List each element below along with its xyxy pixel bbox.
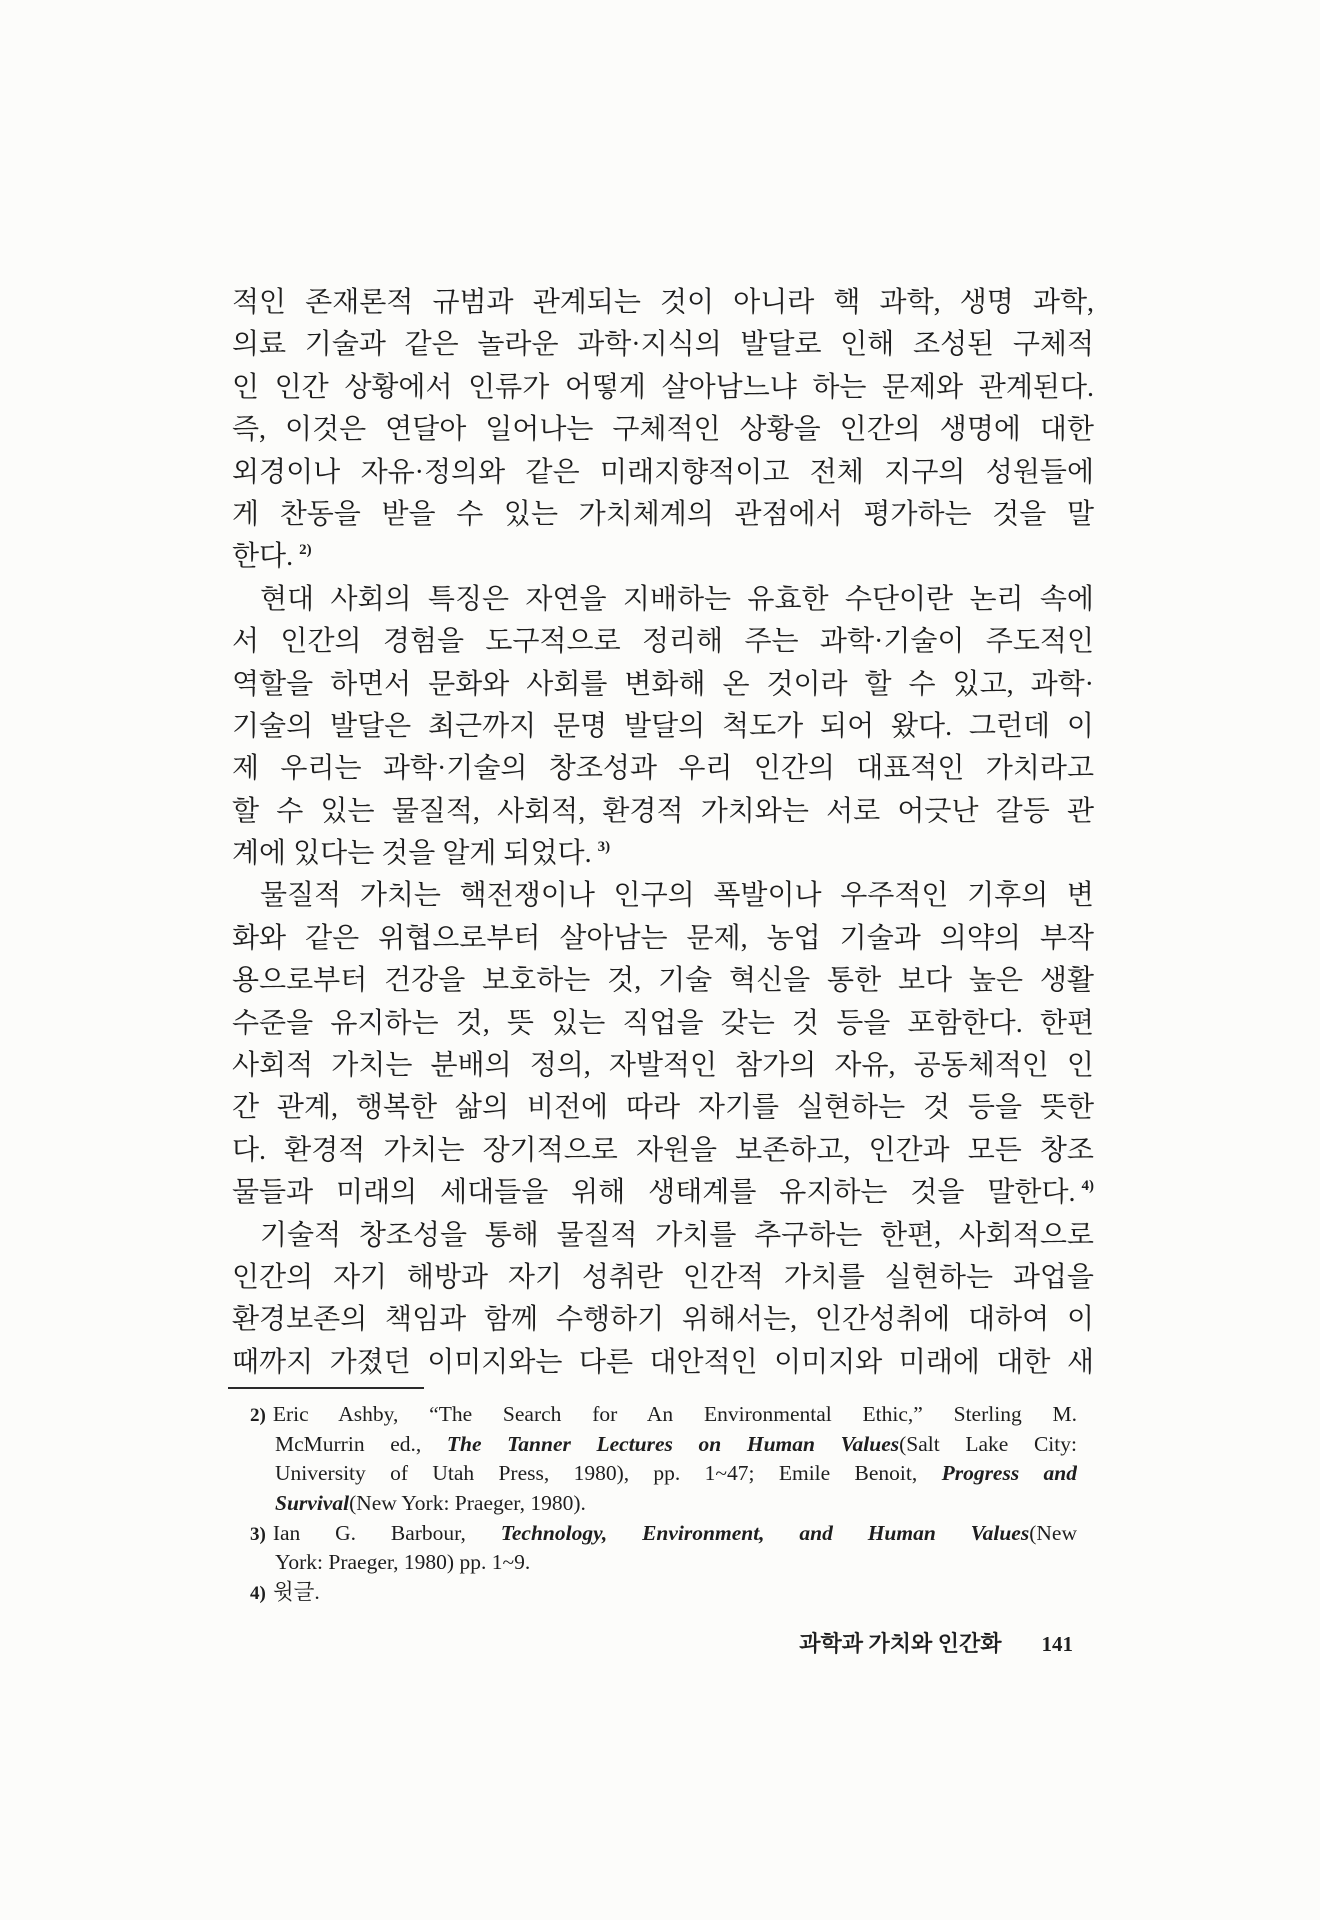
body-line: 인 인간 상황에서 인류가 어떻게 살아남느냐 하는 문제와 관계된다.	[232, 371, 1094, 403]
body-line-text: 물들과 미래의 세대들을 위해 생태계를 유지하는 것을 말한다.	[232, 1177, 1076, 1209]
body-line: 게 찬동을 받을 수 있는 가치체계의 관점에서 평가하는 것을 말	[232, 498, 1094, 530]
paragraph	[232, 875, 1094, 1214]
footnote-3	[250, 1519, 1077, 1578]
footnote-text: (New	[1029, 1520, 1077, 1545]
body-line: 할 수 있는 물질적, 사회적, 환경적 가치와는 서로 어긋난 갈등 관	[232, 795, 1094, 827]
book-title: Technology, Environment, and Human Values	[500, 1520, 1030, 1545]
body-line	[232, 536, 1094, 578]
footnote-2	[250, 1400, 1077, 1519]
footnote-line	[250, 1578, 1077, 1608]
footnotes	[250, 1400, 1077, 1608]
body-line: 사회적 가치는 분배의 정의, 자발적인 참가의 자유, 공동체적인 인	[232, 1050, 1094, 1082]
paragraph	[232, 579, 1094, 876]
body-line: 인간의 자기 해방과 자기 성취란 인간적 가치를 실현하는 과업을	[232, 1261, 1094, 1293]
body-line: 다. 환경적 가치는 장기적으로 자원을 보존하고, 인간과 모든 창조	[232, 1134, 1094, 1166]
body-line: 서 인간의 경험을 도구적으로 정리해 주는 과학·기술이 주도적인	[232, 626, 1094, 658]
footnote-text: York: Praeger, 1980) pp. 1~9.	[275, 1550, 531, 1575]
footnote-line	[275, 1489, 1077, 1519]
body-line: 현대 사회의 특징은 자연을 지배하는 유효한 수단이란 논리 속에	[260, 583, 1094, 615]
footnote-text: Eric Ashby, “The Search for An Environmental Ethic,” Sterling M.	[272, 1402, 1077, 1426]
footnote-marker: 3)	[250, 1523, 266, 1545]
body-line: 화와 같은 위협으로부터 살아남는 문제, 농업 기술과 의약의 부작	[232, 922, 1094, 954]
footnote-divider	[228, 1387, 424, 1389]
body-line	[232, 1172, 1094, 1214]
footnote-line	[275, 1459, 1077, 1489]
footnote-line	[250, 1519, 1077, 1549]
footnote-line	[275, 1430, 1077, 1460]
book-title: The Tanner Lectures on Human Values	[446, 1431, 900, 1456]
body-line: 적인 존재론적 규범과 관계되는 것이 아니라 핵 과학, 생명 과학,	[232, 287, 1094, 318]
footnote-text: 윗글.	[272, 1580, 320, 1605]
footnote-ref: 2)	[299, 542, 312, 559]
body-text	[232, 282, 1094, 1384]
footnote-text: University of Utah Press, 1980), pp. 1~47; Emile Benoit,	[275, 1461, 942, 1486]
footnote-text: Ian G. Barbour,	[272, 1520, 501, 1545]
running-title: 과학과 가치와 인간화	[799, 1631, 1002, 1656]
footnote-ref: 4)	[1081, 1178, 1094, 1195]
body-line: 기술적 창조성을 통해 물질적 가치를 추구하는 한편, 사회적으로	[260, 1219, 1094, 1251]
body-line: 제 우리는 과학·기술의 창조성과 우리 인간의 대표적인 가치라고	[232, 753, 1094, 785]
body-line: 수준을 유지하는 것, 뜻 있는 직업을 갖는 것 등을 포함한다. 한편	[232, 1007, 1094, 1039]
body-line: 외경이나 자유·정의와 같은 미래지향적이고 전체 지구의 성원들에	[232, 456, 1094, 488]
body-line: 역할을 하면서 문화와 사회를 변화해 온 것이라 할 수 있고, 과학·	[232, 668, 1094, 700]
body-line: 기술의 발달은 최근까지 문명 발달의 척도가 되어 왔다. 그런데 이	[232, 710, 1094, 742]
footnote-ref: 3)	[597, 839, 611, 856]
footnote-text: McMurrin ed.,	[275, 1431, 447, 1456]
footnote-text: (Salt Lake City:	[899, 1431, 1077, 1456]
page-number: 141	[1041, 1632, 1073, 1656]
paragraph	[232, 1215, 1094, 1385]
body-line-text: 한다.	[232, 541, 294, 573]
body-line: 즉, 이것은 연달아 일어나는 구체적인 상황을 인간의 생명에 대한	[232, 414, 1094, 446]
paragraph	[232, 282, 1094, 579]
footnote-line	[250, 1400, 1077, 1430]
footnote-4	[250, 1578, 1077, 1608]
book-title: Survival	[275, 1491, 350, 1516]
footnote-marker: 2)	[250, 1405, 266, 1426]
body-line	[232, 833, 1094, 875]
running-footer	[799, 1630, 1073, 1658]
body-line: 환경보존의 책임과 함께 수행하기 위해서는, 인간성취에 대하여 이	[232, 1304, 1094, 1336]
book-title: Progress and	[941, 1461, 1077, 1486]
body-line: 때까지 가졌던 이미지와는 다른 대안적인 이미지와 미래에 대한 새	[232, 1346, 1094, 1378]
body-line: 간 관계, 행복한 삶의 비전에 따라 자기를 실현하는 것 등을 뜻한	[232, 1092, 1094, 1124]
footnote-marker: 4)	[250, 1583, 266, 1605]
body-line-text: 계에 있다는 것을 알게 되었다.	[232, 838, 592, 870]
body-line: 용으로부터 건강을 보호하는 것, 기술 혁신을 통한 보다 높은 생활	[232, 965, 1094, 997]
footnote-line	[275, 1548, 1077, 1578]
body-line: 의료 기술과 같은 놀라운 과학·지식의 발달로 인해 조성된 구체적	[232, 329, 1094, 361]
footnote-text: (New York: Praeger, 1980).	[349, 1491, 586, 1516]
body-line: 물질적 가치는 핵전쟁이나 인구의 폭발이나 우주적인 기후의 변	[260, 880, 1094, 912]
